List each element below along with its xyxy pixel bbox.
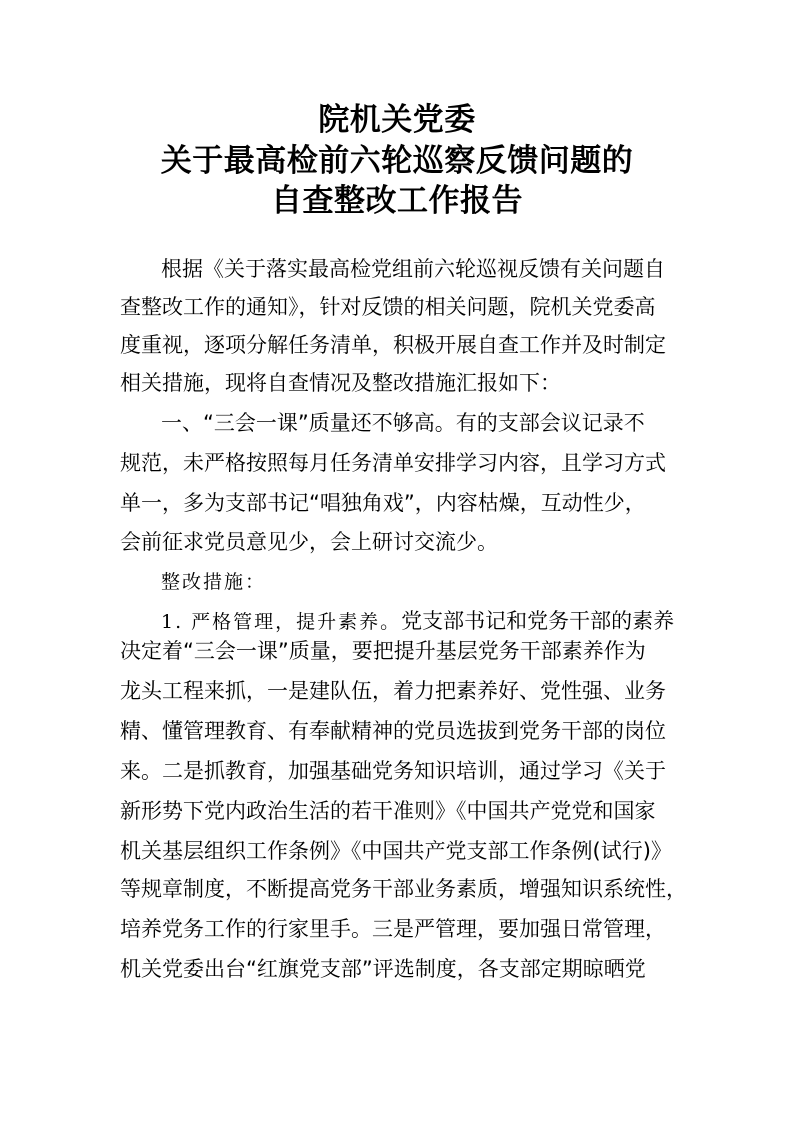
body-line: 培养党务工作的行家里手。三是严管理，要加强日常管理，: [120, 917, 666, 941]
measures-heading: 整改措施：: [161, 571, 267, 593]
body-line: 等规章制度，不断提高党务干部业务素质，增强知识系统性，: [120, 877, 687, 901]
measure-1-text: 党支部书记和党务干部的素养: [401, 609, 675, 633]
body-line: 机关党委出台“红旗党支部”评选制度，各支部定期晾晒党: [120, 957, 646, 981]
title-line-1: 院机关党委: [318, 102, 476, 138]
body-line: 龙头工程来抓，一是建队伍，着力把素养好、党性强、业务: [120, 679, 666, 703]
body-line: 单一，多为支部书记“唱独角戏”，内容枯燥，互动性少，: [120, 491, 646, 515]
body-line: 会前征求党员意见少，会上研讨交流少。: [120, 530, 498, 554]
title-line-3: 自查整改工作报告: [271, 183, 523, 219]
body-line: 精、懂管理教育、有奉献精神的党员选拔到党务干部的岗位: [120, 719, 666, 743]
body-line: 度重视，逐项分解任务清单，积极开展自查工作并及时制定: [120, 333, 666, 357]
title-line-2: 关于最高检前六轮巡察反馈问题的: [160, 143, 634, 179]
measure-1-title: 1. 严格管理，提升素养。: [161, 611, 402, 633]
body-line: 来。二是抓教育，加强基础党务知识培训，通过学习《关于: [120, 759, 666, 783]
body-line: 新形势下党内政治生活的若干准则》《中国共产党党和国家: [120, 799, 656, 823]
body-line: 规范，未严格按照每月任务清单安排学习内容，且学习方式: [120, 451, 666, 475]
body-line: 决定着“三会一课”质量，要把提升基层党务干部素养作为: [120, 639, 646, 663]
section-heading-line: 一、“三会一课”质量还不够高。有的支部会议记录不: [161, 411, 645, 435]
body-line: 查整改工作的通知》，针对反馈的相关问题，院机关党委高: [120, 295, 656, 319]
body-line: 根据《关于落实最高检党组前六轮巡视反馈有关问题自: [161, 257, 665, 281]
body-line: 机关基层组织工作条例》《中国共产党支部工作条例(试行)》: [120, 839, 672, 863]
body-line: 相关措施，现将自查情况及整改措施汇报如下：: [120, 371, 561, 395]
